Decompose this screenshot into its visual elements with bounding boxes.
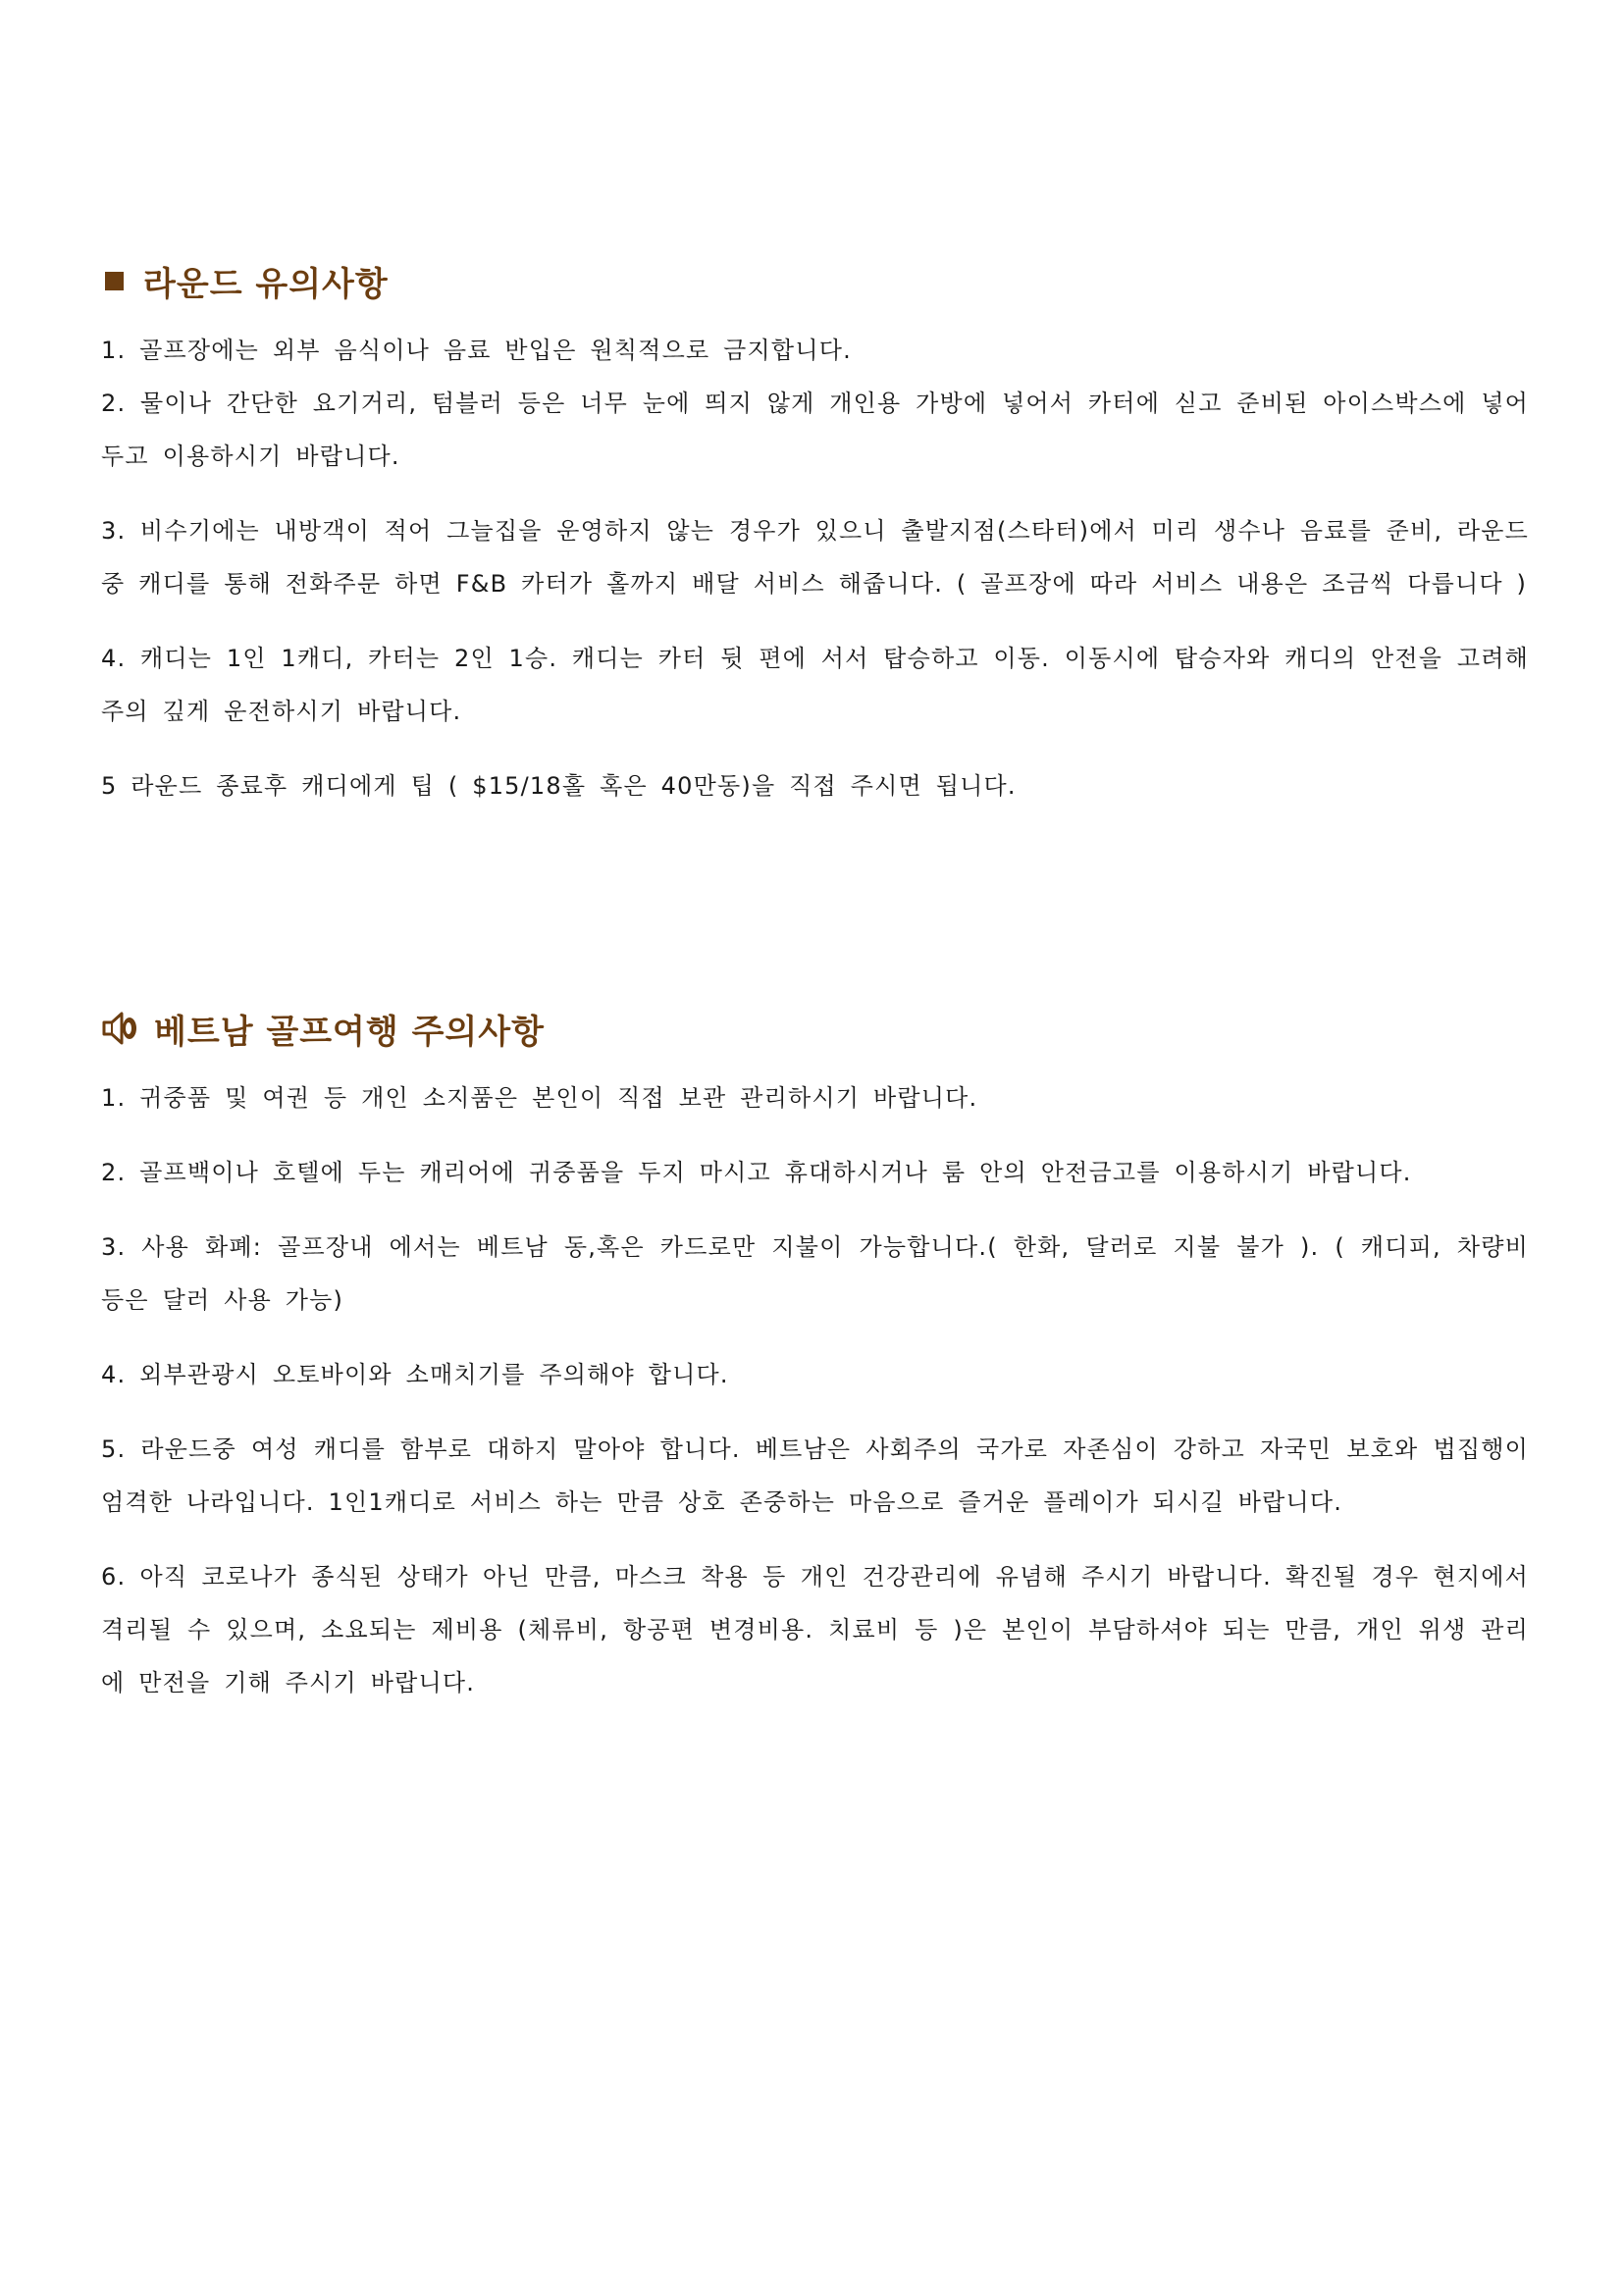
notice-item: 4. 캐디는 1인 1캐디, 카터는 2인 1승. 캐디는 카터 뒷 편에 서서 탑승하고 이동. 이동시에 탑승자와 캐디의 안전을 고려해 주의 깊게 운전하시기 바랍니다. [101,645,1529,725]
speaker-icon [101,1011,140,1046]
vietnam-golf-travel-section [101,999,1529,1709]
notice-item: 1. 귀중품 및 여권 등 개인 소지품은 본인이 직접 보관 관리하시기 바랍니다. [101,1084,978,1112]
notice-item: 3. 사용 화폐: 골프장내 에서는 베트남 동,혹은 카드로만 지불이 가능합니다.( 한화, 달러로 지불 불가 ). ( 캐디피, 차량비 등은 달러 사용 가능) [101,1233,1529,1314]
notice-item: 4. 외부관광시 오토바이와 소매치기를 주의해야 합니다. [101,1361,729,1388]
notice-item: 2. 골프백이나 호텔에 두는 캐리어에 귀중품을 두지 마시고 휴대하시거나 룸 안의 안전금고를 이용하시기 바랍니다. [101,1159,1412,1186]
notice-item: 1. 골프장에는 외부 음식이나 음료 반입은 원칙적으로 금지합니다. [101,337,852,364]
notice-item: 3. 비수기에는 내방객이 적어 그늘집을 운영하지 않는 경우가 있으니 출발지점(스타터)에서 미리 생수나 음료를 준비, 라운드중 캐디를 통해 전화주문 하면 F&B 카터가 홀까지 배달 서비스 해줍니다. ( 골프장에 따라 서비스 내용은 조금씩 다릅니다 ) [101,517,1529,598]
notice-item: 5 라운드 종료후 캐디에게 팁 ( $15/18홀 혹은 40만동)을 직접 주시면 됩니다. [101,772,1017,800]
section-title: 라운드 유의사항 [143,264,389,304]
round-notice-section [101,251,1529,812]
section-title: 베트남 골프여행 주의사항 [154,1012,545,1052]
notice-item: 6. 아직 코로나가 종식된 상태가 아닌 만큼, 마스크 착용 등 개인 건강관리에 유념해 주시기 바랍니다. 확진될 경우 현지에서 격리될 수 있으며, 소요되는 제비용 (체류비, 항공편 변경비용. 치료비 등 )은 본인이 부담하셔야 되는 만큼, 개인 위생 관리에 만전을 기해 주시기 바랍니다. [101,1563,1529,1696]
notice-item: 5. 라운드중 여성 캐디를 함부로 대하지 말아야 합니다. 베트남은 사회주의 국가로 자존심이 강하고 자국민 보호와 법집행이 엄격한 나라입니다. 1인1캐디로 서비스 하는 만큼 상호 존중하는 마음으로 즐거운 플레이가 되시길 바랍니다. [101,1435,1529,1516]
square-bullet-icon [105,272,124,290]
section-heading [101,999,1529,1058]
section-heading [101,251,1529,310]
notice-item: 2. 물이나 간단한 요기거리, 텀블러 등은 너무 눈에 띄지 않게 개인용 가방에 넣어서 카터에 싣고 준비된 아이스박스에 넣어두고 이용하시기 바랍니다. [101,390,1529,470]
